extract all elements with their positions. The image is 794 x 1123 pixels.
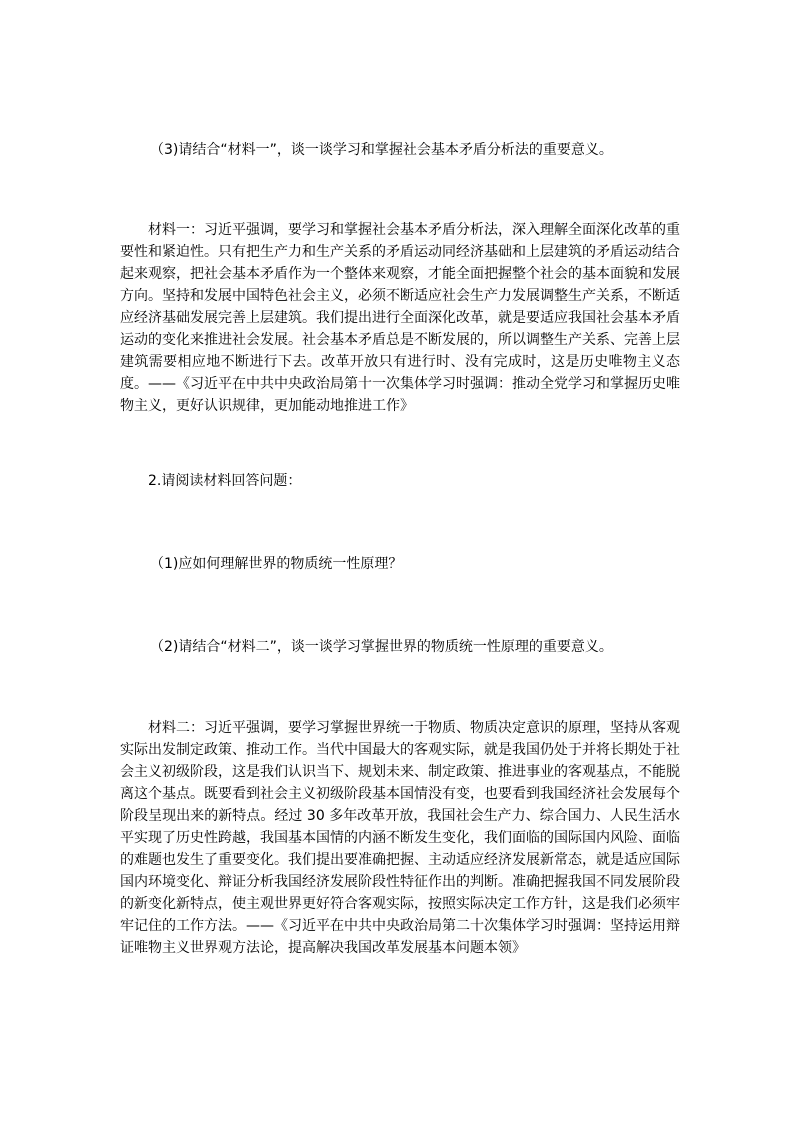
question-2-1: （1)应如何理解世界的物质统一性原理？ xyxy=(150,556,403,572)
question-2-intro: 2.请阅读材料回答问题： xyxy=(148,473,302,489)
material-one-paragraph: 材料一：习近平强调，要学习和掌握社会基本矛盾分析法，深入理解全面深化改革的重要性和紧迫性。只有把生产力和生产关系的矛盾运动同经济基础和上层建筑的矛盾运动结合起来观察，把社会基本矛盾作为一个整体来观察，才能全面把握整个社会的基本面貌和发展方向。坚持和发展中国特色社会主义，必须不断适应社会生产力发展调整生产关系，不断适应经济基础发展完善上层建筑。我们提出进行全面深化改革，就是要适应我国社会基本矛盾运动的变化来推进社会发展。社会基本矛盾总是不断发展的，所以调整生产关系、完善上层建筑需要相应地不断进行下去。改革开放只有进行时、没有完成时，这是历史唯物主义态度。——《习近平在中共中央政治局第十一次集体学习时强调：推动全党学习和掌握历史唯物主义，更好认识规律，更加能动地推进工作》 xyxy=(120,222,680,414)
material-two-paragraph: 材料二：习近平强调，要学习掌握世界统一于物质、物质决定意识的原理，坚持从客观实际出发制定政策、推动工作。当代中国最大的客观实际，就是我国仍处于并将长期处于社会主义初级阶段，这是我们认识当下、规划未来、制定政策、推进事业的客观基点，不能脱离这个基点。既要看到社会主义初级阶段基本国情没有变，也要看到我国经济社会发展每个阶段呈现出来的新特点。经过 30 多年改革开放，我国社会生产力、综合国力、人民生活水平实现了历史性跨越，我国基本国情的内涵不断发生变化，我们面临的国际国内风险、面临的难题也发生了重要变化。我们提出要准确把握、主动适应经济发展新常态，就是适应国际国内环境变化、辩证分析我国经济发展阶段性特征作出的判断。准确把握我国不同发展阶段的新变化新特点，使主观世界更好符合客观实际，按照实际决定工作方针，这是我们必须牢牢记住的工作方法。——《习近平在中共中央政治局第二十次集体学习时强调：坚持运用辩证唯物主义世界观方法论，提高解决我国改革发展基本问题本领》 xyxy=(120,720,680,956)
question-3: （3)请结合“材料一”，谈一谈学习和掌握社会基本矛盾分析法的重要意义。 xyxy=(150,142,613,158)
question-2-2: （2)请结合“材料二”，谈一谈学习掌握世界的物质统一性原理的重要意义。 xyxy=(150,639,613,655)
